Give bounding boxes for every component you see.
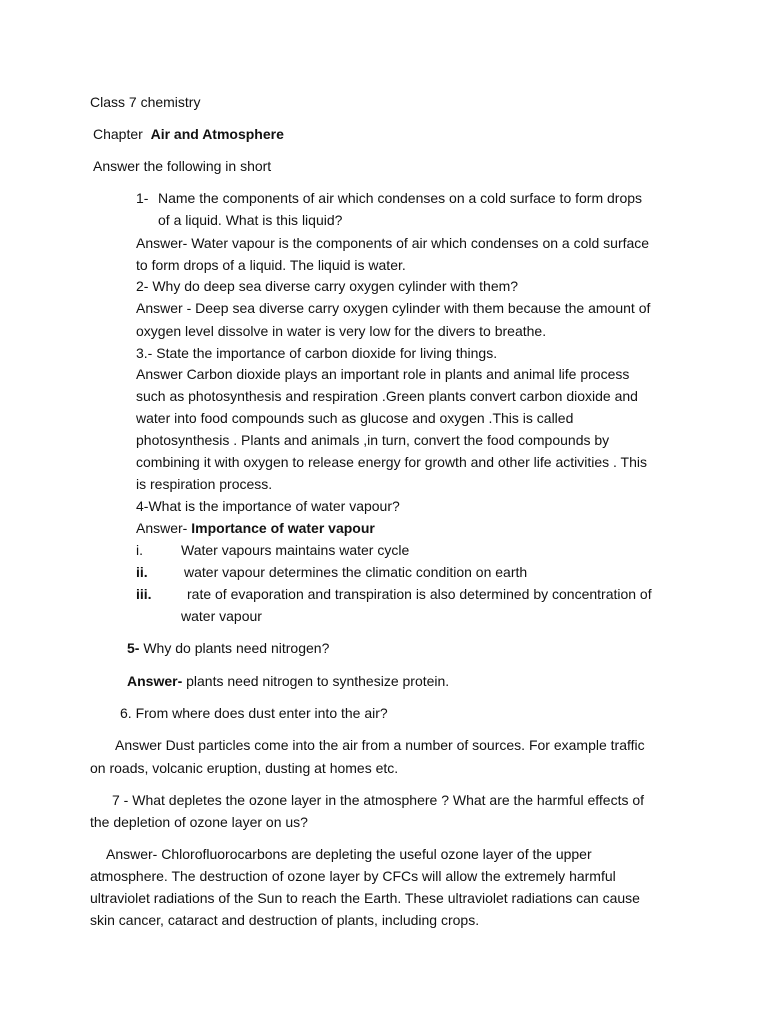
q3-answer-line-6: is respiration process. xyxy=(136,476,273,492)
q1-answer-line-2: to form drops of a liquid. The liquid is water. xyxy=(136,257,406,273)
q4-item-marker-1: i. xyxy=(136,542,143,558)
q1-number: 1- xyxy=(136,190,149,206)
q5-answer-line xyxy=(127,670,449,692)
chapter-heading xyxy=(93,123,284,145)
q7-question-line-1: 7 - What depletes the ozone layer in the atmosphere ? What are the harmful effects of xyxy=(112,792,645,808)
q5-question: Why do plants need nitrogen? xyxy=(143,640,330,656)
q5-answer-prefix: Answer- xyxy=(127,673,183,689)
q3-answer-line-3: water into food compounds such as glucose and oxygen .This is called xyxy=(136,410,574,426)
class-title: Class 7 chemistry xyxy=(90,94,201,110)
q5-answer: plants need nitrogen to synthesize protein. xyxy=(186,673,450,689)
q3-answer-line-4: photosynthesis . Plants and animals ,in turn, convert the food compounds by xyxy=(136,432,610,448)
chapter-prefix: Chapter xyxy=(93,126,143,142)
q1-question-line-1: Name the components of air which condenses on a cold surface to form drops xyxy=(158,190,643,206)
instruction-text: Answer the following in short xyxy=(93,158,272,174)
q5-number: 5- xyxy=(127,640,140,656)
q7-question-line-2: the depletion of ozone layer on us? xyxy=(90,814,308,830)
q7-answer-line-2: atmosphere. The destruction of ozone layer by CFCs will allow the extremely harmful xyxy=(90,868,616,884)
q3-answer-line-5: combining it with oxygen to release energy for growth and other life activities . This xyxy=(136,454,647,470)
q1-answer-line-1: Answer- Water vapour is the components of air which condenses on a cold surface xyxy=(136,235,650,251)
q6-answer-line-2: on roads, volcanic eruption, dusting at homes etc. xyxy=(90,760,399,776)
q4-answer-heading-line xyxy=(136,517,375,539)
q3-answer-line-2: such as photosynthesis and respiration .Green plants convert carbon dioxide and xyxy=(136,388,638,404)
q7-answer-line-3: ultraviolet radiations of the Sun to reach the Earth. These ultraviolet radiations can cause xyxy=(90,890,640,906)
q4-item-text-1: Water vapours maintains water cycle xyxy=(181,542,410,558)
q7-answer-line-1: Answer- Chlorofluorocarbons are depleting the useful ozone layer of the upper xyxy=(106,846,592,862)
q4-item-marker-2: ii. xyxy=(136,564,148,580)
q7-answer-line-4: skin cancer, cataract and destruction of plants, including crops. xyxy=(90,912,480,928)
q6-answer-line-1: Answer Dust particles come into the air from a number of sources. For example traffic xyxy=(115,737,645,753)
q4-item-text-3-line-2: water vapour xyxy=(181,608,262,624)
q4-item-text-2: water vapour determines the climatic condition on earth xyxy=(184,564,528,580)
chapter-title: Air and Atmosphere xyxy=(150,126,284,142)
q4-answer-heading: Importance of water vapour xyxy=(191,520,375,536)
q5-question-line xyxy=(127,637,329,659)
q4-answer-prefix: Answer- xyxy=(136,520,188,536)
q4-item-text-3-line-1: rate of evaporation and transpiration is also determined by concentration of xyxy=(187,586,652,602)
q2-answer-line-1: Answer - Deep sea diverse carry oxygen cylinder with them because the amount of xyxy=(136,300,651,316)
q2-question: 2- Why do deep sea diverse carry oxygen cylinder with them? xyxy=(136,278,519,294)
q3-answer-line-1: Answer Carbon dioxide plays an important role in plants and animal life process xyxy=(136,366,630,382)
q4-item-marker-3: iii. xyxy=(136,586,152,602)
q6-question: 6. From where does dust enter into the air? xyxy=(120,705,388,721)
q3-question: 3.- State the importance of carbon dioxide for living things. xyxy=(136,345,498,361)
q4-question: 4-What is the importance of water vapour? xyxy=(136,498,400,514)
q1-question-line-2: of a liquid. What is this liquid? xyxy=(158,212,343,228)
q2-answer-line-2: oxygen level dissolve in water is very low for the divers to breathe. xyxy=(136,323,547,339)
